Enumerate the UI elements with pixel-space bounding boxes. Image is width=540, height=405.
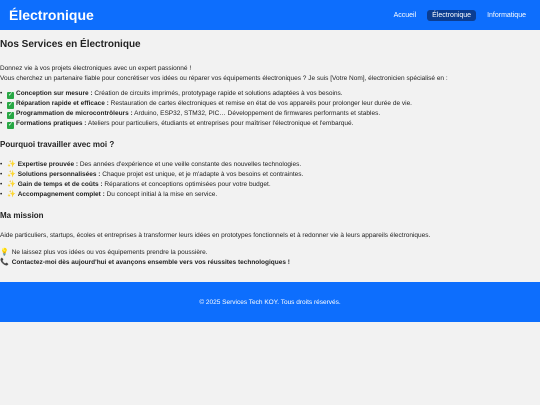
nav-link-electronique[interactable]: Électronique bbox=[427, 10, 476, 21]
main-nav bbox=[389, 10, 531, 21]
service-title: Réparation rapide et efficace : bbox=[16, 100, 109, 107]
reason-title: Solutions personnalisées : bbox=[17, 171, 101, 178]
reason-title: Gain de temps et de coûts : bbox=[17, 181, 103, 188]
reason-text: Réparations et conceptions optimisées pour votre budget. bbox=[102, 181, 271, 188]
nav-link-accueil[interactable]: Accueil bbox=[393, 11, 417, 19]
list-item bbox=[0, 170, 540, 180]
intro bbox=[0, 64, 540, 84]
service-text: Création de circuits imprimés, prototypage rapide et solutions adaptées à vos besoins. bbox=[92, 90, 343, 97]
service-title: Formations pratiques : bbox=[16, 120, 87, 127]
reasons-list bbox=[0, 160, 540, 200]
sparkle-icon: ✨ bbox=[7, 161, 16, 168]
cta-line-2 bbox=[0, 258, 540, 268]
services-list bbox=[0, 89, 540, 129]
reason-title: Expertise prouvée : bbox=[17, 161, 79, 168]
check-icon: ✓ bbox=[7, 92, 14, 98]
cta-text-1: Ne laissez plus vos idées ou vos équipements prendre la poussière. bbox=[11, 249, 208, 256]
check-icon: ✓ bbox=[7, 112, 14, 118]
check-icon: ✓ bbox=[7, 102, 14, 108]
list-item bbox=[0, 190, 540, 200]
service-text: Ateliers pour particuliers, étudiants et entreprises pour maîtriser l'électronique et l'embarqué. bbox=[86, 120, 354, 127]
check-icon: ✓ bbox=[7, 122, 14, 128]
intro-line-2: Vous cherchez un partenaire fiable pour concrétiser vos idées ou réparer vos équipements électroniques ? Je suis [Votre Nom], électronicien spécialisé en : bbox=[0, 75, 448, 82]
nav-link-informatique[interactable]: Informatique bbox=[487, 11, 526, 19]
mission-heading: Ma mission bbox=[0, 211, 44, 220]
reason-text: Du concept initial à la mise en service. bbox=[104, 191, 218, 198]
mission-text: Aide particuliers, startups, écoles et entreprises à transformer leurs idées en prototypes fonctionnels et à redonner vie à leurs appareils électroniques. bbox=[0, 232, 431, 239]
sparkle-icon: ✨ bbox=[7, 181, 16, 188]
phone-icon: 📞 bbox=[0, 259, 9, 266]
sparkle-icon: ✨ bbox=[7, 191, 16, 198]
main-content bbox=[0, 30, 540, 268]
cta-line-1 bbox=[0, 248, 540, 258]
lightbulb-icon: 💡 bbox=[0, 249, 9, 256]
reason-text: Chaque projet est unique, et je m'adapte à vos besoins et contraintes. bbox=[100, 171, 304, 178]
service-text: Restauration de cartes électroniques et remise en état de vos appareils pour prolonger leur durée de vie. bbox=[108, 100, 412, 107]
sparkle-icon: ✨ bbox=[7, 171, 16, 178]
list-item bbox=[0, 99, 540, 109]
reason-text: Des années d'expérience et une veille constante des nouvelles technologies. bbox=[78, 161, 302, 168]
site-header bbox=[0, 0, 540, 30]
why-heading: Pourquoi travailler avec moi ? bbox=[0, 140, 115, 149]
list-item bbox=[0, 160, 540, 170]
service-title: Programmation de microcontrôleurs : bbox=[16, 110, 133, 117]
reason-title: Accompagnement complet : bbox=[17, 191, 105, 198]
list-item bbox=[0, 109, 540, 119]
brand-logo[interactable]: Électronique bbox=[9, 7, 94, 23]
list-item bbox=[0, 119, 540, 129]
copyright-text: © 2025 Services Tech KOY. Tous droits réservés. bbox=[199, 298, 341, 306]
cta-text-2: Contactez-moi dès aujourd'hui et avançons ensemble vers vos réussites technologiques ! bbox=[11, 259, 290, 266]
service-text: Arduino, ESP32, STM32, PIC… Développement de firmwares performants et stables. bbox=[132, 110, 381, 117]
list-item bbox=[0, 180, 540, 190]
site-footer bbox=[0, 282, 540, 322]
service-title: Conception sur mesure : bbox=[16, 90, 93, 97]
intro-line-1: Donnez vie à vos projets électroniques avec un expert passionné ! bbox=[0, 65, 192, 72]
page-title: Nos Services en Électronique bbox=[0, 39, 141, 50]
list-item bbox=[0, 89, 540, 99]
